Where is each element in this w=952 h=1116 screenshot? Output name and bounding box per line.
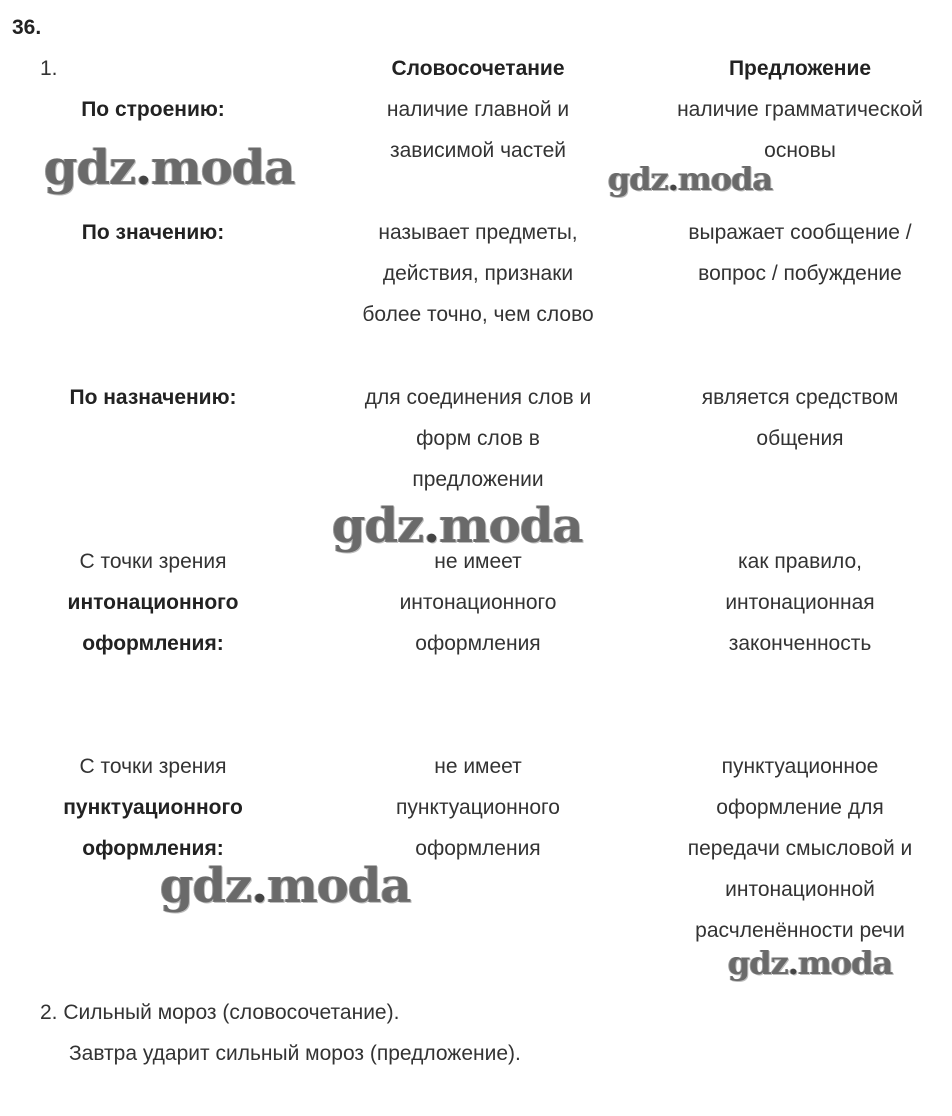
- watermark-logo: gdz.moda: [332, 498, 583, 554]
- row-structure-sentence: наличие грамматической основы: [677, 98, 923, 162]
- row-intonation-sentence: как правило, интонационная законченность: [725, 550, 875, 655]
- row-intonation-phrase: не имеет интонационного оформления: [399, 550, 557, 655]
- row-meaning-label: По значению:: [81, 221, 225, 244]
- watermark-logo: gdz.moda: [728, 944, 893, 982]
- row-structure-phrase: наличие главной и зависимой частей: [386, 98, 570, 162]
- row-purpose-phrase: для соединения слов и форм слов в предложении: [364, 386, 592, 491]
- row-intonation-label: С точки зрения интонационного оформления:: [67, 550, 239, 655]
- watermark-logo: gdz.moda: [160, 858, 411, 914]
- row-punctuation-sentence: пунктуационное оформление для передачи смысловой и интонационной расчленённости речи: [687, 755, 913, 942]
- watermark-logo: gdz.moda: [608, 160, 773, 198]
- row-punctuation-label: С точки зрения пунктуационного оформления:: [63, 755, 243, 860]
- header-sentence: Предложение: [728, 57, 872, 80]
- part1-number: 1.: [40, 57, 58, 80]
- part2-line1: 2. Сильный мороз (словосочетание).: [40, 1001, 400, 1024]
- watermark-logo: gdz.moda: [44, 140, 295, 196]
- header-phrase: Словосочетание: [391, 57, 565, 80]
- row-purpose-label: По назначению:: [69, 386, 237, 409]
- part2-line2: Завтра ударит сильный мороз (предложение).: [69, 1042, 521, 1065]
- row-meaning-phrase: называет предметы, действия, признаки более точно, чем слово: [362, 221, 594, 326]
- row-meaning-sentence: выражает сообщение / вопрос / побуждение: [688, 221, 912, 285]
- task-number: 36.: [12, 16, 42, 39]
- row-punctuation-phrase: не имеет пунктуационного оформления: [396, 755, 560, 860]
- row-structure-label: По строению:: [81, 98, 225, 121]
- row-purpose-sentence: является средством общения: [701, 386, 899, 450]
